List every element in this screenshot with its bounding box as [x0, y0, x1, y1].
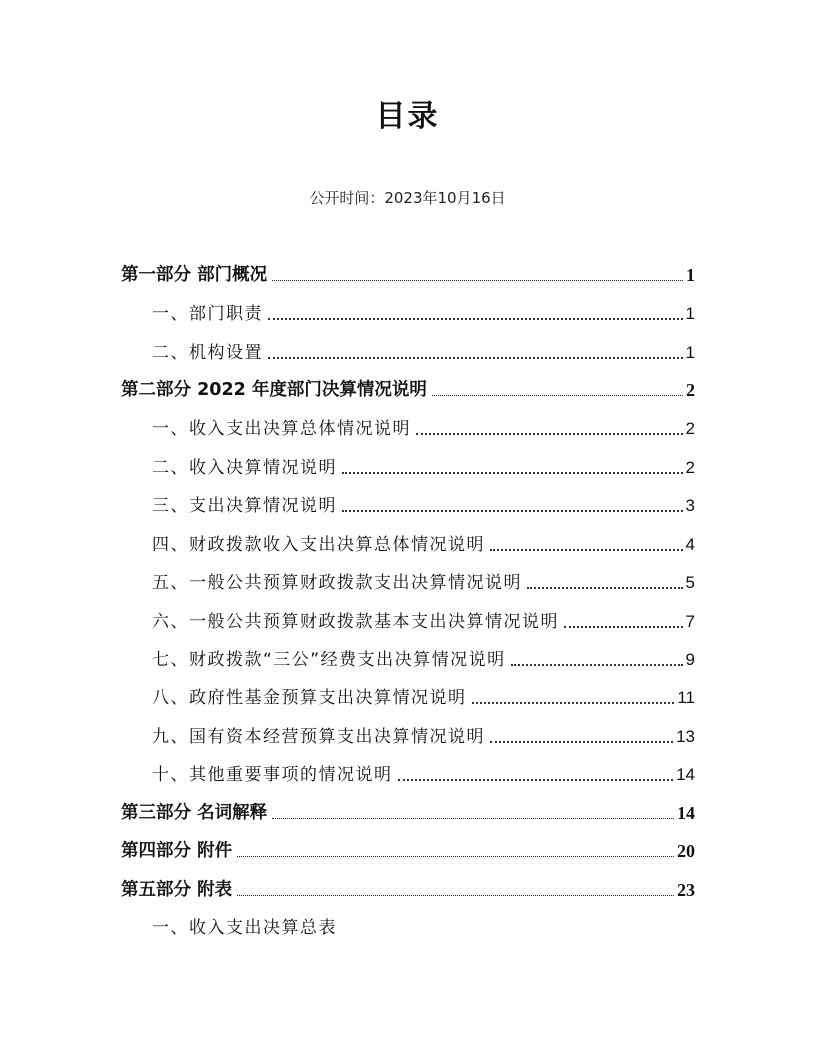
dot-leader: [272, 818, 674, 819]
toc-page-number: 9: [685, 650, 695, 669]
toc-entry-part-5[interactable]: [121, 873, 695, 903]
toc-page-number: 2: [686, 380, 695, 400]
toc-entry[interactable]: [152, 605, 695, 635]
toc-entry[interactable]: [152, 412, 695, 442]
toc-entry[interactable]: [152, 720, 695, 750]
dot-leader: [268, 357, 683, 359]
toc-label: 第四部分 附件: [121, 841, 233, 861]
dot-leader: [237, 895, 674, 896]
dot-leader: [342, 510, 683, 512]
toc-page-number: 23: [677, 880, 695, 900]
toc-label: 一、收入支出决算总表: [152, 918, 337, 938]
toc-entry[interactable]: [152, 336, 695, 366]
toc-label: 七、财政拨款“三公”经费支出决算情况说明: [152, 650, 506, 670]
dot-leader: [490, 549, 683, 551]
toc-label: 四、财政拨款收入支出决算总体情况说明: [152, 535, 485, 555]
toc-entry[interactable]: [152, 643, 695, 673]
dot-leader: [237, 856, 674, 857]
dot-leader: [490, 741, 673, 743]
dot-leader: [472, 702, 675, 704]
toc-page-number: 2: [685, 458, 695, 477]
toc-entry-part-2[interactable]: [121, 373, 695, 403]
toc-label: 第二部分 2022 年度部门决算情况说明: [121, 380, 427, 400]
toc-page-number: 1: [685, 304, 695, 323]
toc-entry-part-3[interactable]: [121, 796, 695, 826]
toc-page-number: 14: [676, 765, 695, 784]
toc-entry[interactable]: [152, 528, 695, 558]
toc-entry[interactable]: [152, 911, 337, 941]
toc-page-number: 1: [686, 265, 695, 285]
toc-entry[interactable]: [152, 566, 695, 596]
dot-leader: [416, 433, 683, 435]
toc-page-number: 11: [677, 688, 695, 707]
dot-leader: [527, 587, 683, 589]
toc-label: 三、支出决算情况说明: [152, 496, 337, 516]
toc-label: 第一部分 部门概况: [121, 265, 268, 285]
toc-label: 六、一般公共预算财政拨款基本支出决算情况说明: [152, 612, 559, 632]
toc-label: 五、一般公共预算财政拨款支出决算情况说明: [152, 573, 522, 593]
toc-page-number: 20: [677, 841, 695, 861]
toc-entry-part-4[interactable]: [121, 834, 695, 864]
toc-entry[interactable]: [152, 681, 695, 711]
toc-label: 八、政府性基金预算支出决算情况说明: [152, 688, 467, 708]
dot-leader: [342, 472, 683, 474]
page-title: 目录: [375, 99, 440, 134]
dot-leader: [398, 779, 674, 781]
toc-label: 二、收入决算情况说明: [152, 458, 337, 478]
toc-label: 一、部门职责: [152, 304, 263, 324]
toc-page-number: 14: [677, 803, 695, 823]
toc-entry[interactable]: [152, 489, 695, 519]
toc-label: 第五部分 附表: [121, 880, 233, 900]
toc-page-number: 3: [685, 496, 695, 515]
toc-entry[interactable]: [152, 758, 695, 788]
dot-leader: [268, 318, 683, 320]
publish-date: 公开时间：2023年10月16日: [309, 189, 506, 207]
toc-label: 十、其他重要事项的情况说明: [152, 765, 393, 785]
toc-entry[interactable]: [152, 297, 695, 327]
dot-leader: [432, 395, 683, 396]
toc-label: 九、国有资本经营预算支出决算情况说明: [152, 727, 485, 747]
toc-label: 二、机构设置: [152, 343, 263, 363]
dot-leader: [511, 664, 683, 666]
toc-label: 第三部分 名词解释: [121, 803, 268, 823]
toc-label: 一、收入支出决算总体情况说明: [152, 419, 411, 439]
toc-page-number: 1: [685, 343, 695, 362]
toc-page-number: 2: [685, 419, 695, 438]
toc-entry[interactable]: [152, 451, 695, 481]
toc-page-number: 13: [676, 727, 695, 746]
dot-leader: [272, 280, 683, 281]
toc-entry-part-1[interactable]: [121, 258, 695, 288]
dot-leader: [564, 626, 683, 628]
toc-page-number: 5: [685, 573, 695, 592]
toc-page-number: 7: [685, 612, 695, 631]
toc-page-number: 4: [685, 535, 695, 554]
